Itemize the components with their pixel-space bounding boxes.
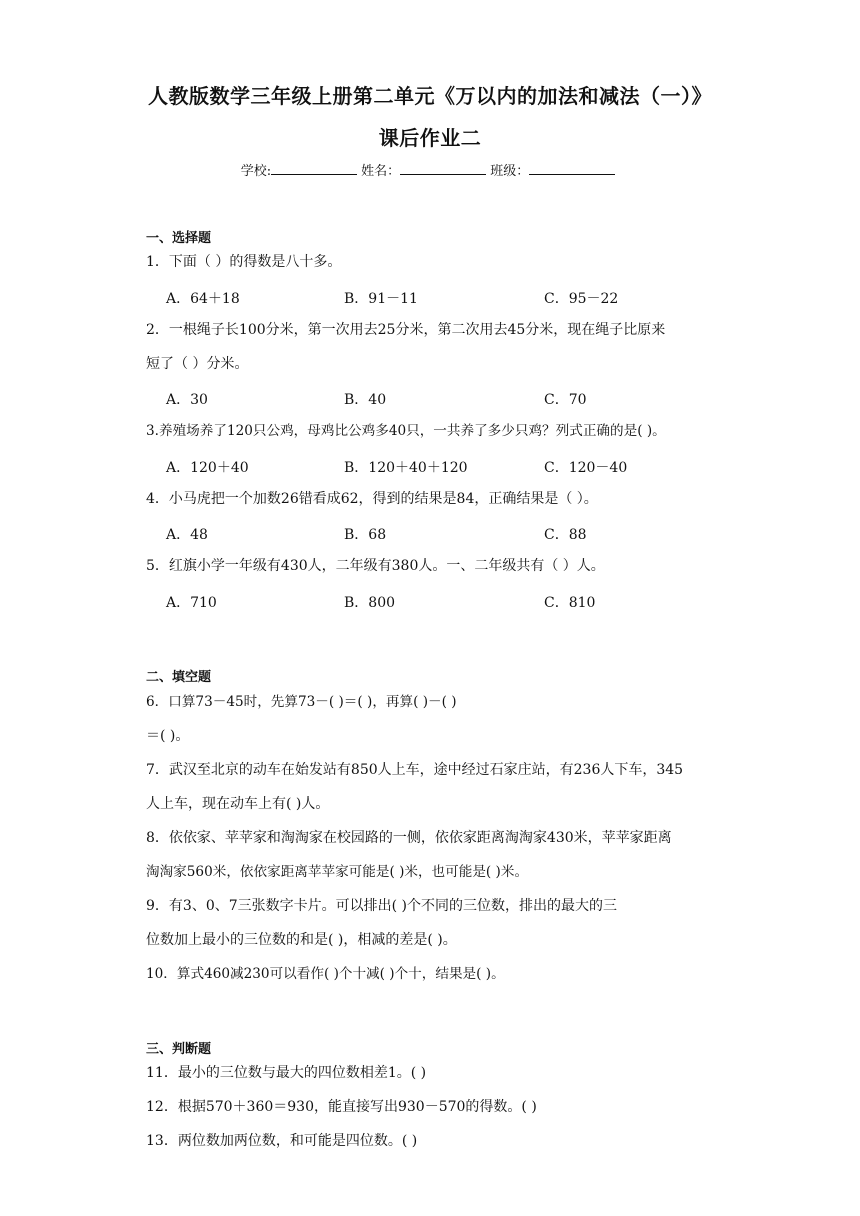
- question-9-line2: 位数加上最小的三位数的和是( )，相减的差是( )。: [146, 932, 457, 948]
- question-3: 3.养殖场养了120只公鸡，母鸡比公鸡多40只，一共养了多少只鸡？列式正确的是( )。: [146, 423, 666, 439]
- option-4-a[interactable]: A．48: [166, 527, 208, 543]
- options-5: [166, 592, 726, 612]
- options-2: [166, 389, 726, 409]
- section-heading-fill: 二、填空题: [146, 670, 212, 685]
- school-label: 学校:: [240, 164, 272, 179]
- option-3-a[interactable]: A．120＋40: [166, 460, 249, 476]
- class-label: 班级：: [490, 164, 530, 179]
- option-5-c[interactable]: C．810: [544, 595, 596, 611]
- options-1: [166, 288, 726, 308]
- name-blank[interactable]: [400, 161, 486, 175]
- options-4: [166, 524, 726, 544]
- question-11: 11．最小的三位数与最大的四位数相差1。( ): [146, 1065, 427, 1081]
- question-2-line2: 短了（ ）分米。: [146, 356, 249, 372]
- option-1-b[interactable]: B．91－11: [344, 291, 418, 307]
- question-8-line1: 8．依依家、苹苹家和淘淘家在校园路的一侧，依依家距离淘淘家430米，苹苹家距离: [146, 830, 672, 846]
- option-1-c[interactable]: C．95－22: [544, 291, 619, 307]
- question-1: 1．下面（ ）的得数是八十多。: [146, 254, 342, 270]
- option-2-b[interactable]: B．40: [344, 392, 387, 408]
- option-5-a[interactable]: A．710: [166, 595, 217, 611]
- school-blank[interactable]: [271, 161, 357, 175]
- option-4-c[interactable]: C．88: [544, 527, 587, 543]
- option-2-c[interactable]: C．70: [544, 392, 587, 408]
- question-7-line1: 7．武汉至北京的动车在始发站有850人上车，途中经过石家庄站，有236人下车，345: [146, 762, 684, 778]
- question-10: 10．算式460减230可以看作( )个十减( )个十，结果是( )。: [146, 966, 505, 982]
- question-12: 12．根据570＋360＝930，能直接写出930－570的得数。( ): [146, 1099, 537, 1115]
- question-2-line1: 2．一根绳子长100分米，第一次用去25分米，第二次用去45分米，现在绳子比原来: [146, 322, 666, 338]
- section-heading-choice: 一、选择题: [146, 231, 212, 246]
- option-3-b[interactable]: B．120＋40＋120: [344, 460, 468, 476]
- option-4-b[interactable]: B．68: [344, 527, 387, 543]
- question-6-line2: ＝( )。: [146, 728, 190, 744]
- question-8-line2: 淘淘家560米，依依家距离苹苹家可能是( )米，也可能是( )米。: [146, 864, 529, 880]
- worksheet-title: 人教版数学三年级上册第二单元《万以内的加法和减法（一）》: [148, 84, 712, 108]
- option-1-a[interactable]: A．64＋18: [166, 291, 240, 307]
- section-heading-judge: 三、判断题: [146, 1042, 212, 1057]
- option-5-b[interactable]: B．800: [344, 595, 396, 611]
- question-4: 4．小马虎把一个加数26错看成62，得到的结果是84，正确结果是（ ）。: [146, 491, 598, 507]
- question-13: 13．两位数加两位数，和可能是四位数。( ): [146, 1133, 418, 1149]
- question-9-line1: 9．有3、0、7三张数字卡片。可以排出( )个不同的三位数，排出的最大的三: [146, 898, 618, 914]
- option-2-a[interactable]: A．30: [166, 392, 208, 408]
- question-6-line1: 6．口算73－45时，先算73－( )＝( )，再算( )－( ): [146, 694, 457, 710]
- class-blank[interactable]: [529, 161, 615, 175]
- name-label: 姓名：: [361, 164, 401, 179]
- worksheet-subtitle: 课后作业二: [378, 126, 482, 150]
- options-3: [166, 457, 726, 477]
- student-info-row: [0, 160, 860, 179]
- option-3-c[interactable]: C．120－40: [544, 460, 628, 476]
- question-5: 5．红旗小学一年级有430人，二年级有380人。一、二年级共有（ ）人。: [146, 558, 605, 574]
- question-7-line2: 人上车，现在动车上有( )人。: [146, 796, 330, 812]
